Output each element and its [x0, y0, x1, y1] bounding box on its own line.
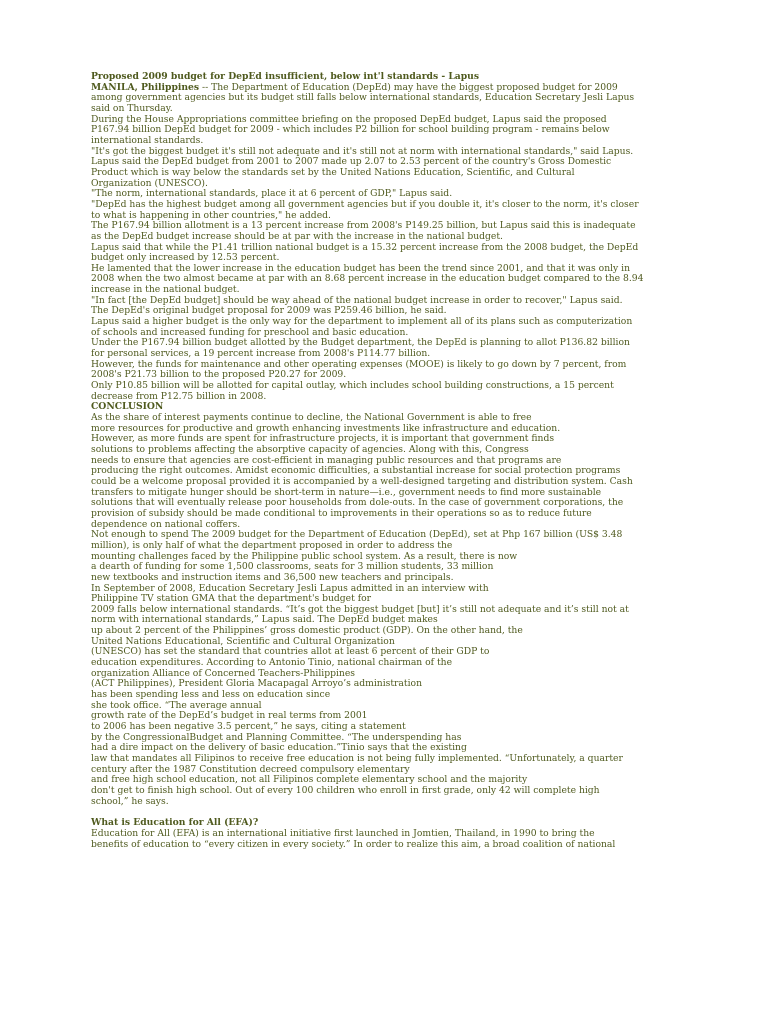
dateline: MANILA, Philippines — [91, 81, 200, 93]
line-text: However, the funds for maintenance and other operating expenses (MOOE) is likely to go down by 7 percent, from — [91, 358, 627, 370]
line-text: transfers to mitigate hunger should be short-term in nature—i.e., government needs to find more sustainable — [91, 486, 602, 498]
line-text: million), is only half of what the department proposed in order to address the — [91, 539, 453, 551]
line-text: school,” he says. — [91, 795, 169, 807]
line-text: don't get to finish high school. Out of every 100 children who enroll in first grade, only 42 will complete high — [91, 784, 600, 796]
line-text: Not enough to spend The 2009 budget for the Department of Education (DepEd), set at Php 167 billion (US$ 3.48 — [91, 529, 623, 541]
line-text: "In fact [the DepEd budget] should be way ahead of the national budget increase in order to recover," Lapus said. — [91, 294, 623, 306]
line-text: new textbooks and instruction items and 36,500 new teachers and principals. — [91, 571, 454, 583]
text-line — [91, 840, 671, 851]
line-text: as the DepEd budget increase should be at par with the increase in the national budget. — [91, 230, 503, 242]
line-text: Organization (UNESCO). — [91, 177, 208, 189]
line-text: 2008 when the two almost became at par with an 8.68 percent increase in the education budget compared to the 8.94 — [91, 273, 644, 285]
line-text: Lapus said the DepEd budget from 2001 to 2007 made up 2.07 to 2.53 percent of the country's Gross Domestic — [91, 156, 612, 168]
line-text: Product which is way below the standards set by the United Nations Education, Scientific, and Cultural — [91, 166, 575, 178]
line-text: However, as more funds are spent for infrastructure projects, it is important that government finds — [91, 433, 555, 445]
text-line — [91, 93, 671, 104]
line-text: century after the 1987 Constitution decreed compulsory elementary — [91, 763, 410, 775]
line-text: to 2006 has been negative 3.5 percent,” he says, citing a statement — [91, 721, 406, 733]
line-text: Lapus said that while the P1.41 trillion national budget is a 15.32 percent increase from the 2008 budget, the DepEd — [91, 241, 639, 253]
line-text: by the CongressionalBudget and Planning Committee. “The underspending has — [91, 731, 462, 743]
text-line — [91, 786, 671, 797]
line-text: to what is happening in other countries," he added. — [91, 209, 331, 221]
line-text: CONCLUSION — [91, 401, 164, 413]
line-text: "DepEd has the highest budget among all government agencies but if you double it, it's closer to the norm, it's closer — [91, 198, 639, 210]
line-text: Philippine TV station GMA that the department's budget for — [91, 593, 372, 605]
line-text: has been spending less and less on education since — [91, 689, 331, 701]
line-text: and free high school education, not all Filipinos complete elementary school and the majority — [91, 774, 528, 786]
line-text: decrease from P12.75 billion in 2008. — [91, 390, 267, 402]
line-text: among government agencies but its budget still falls below international standards, Education Secretary Jesli Lapus — [91, 92, 635, 104]
line-text: budget only increased by 12.53 percent. — [91, 252, 280, 264]
line-text: had a dire impact on the delivery of basic education.”Tinio says that the existing — [91, 742, 467, 754]
line-text: organization Alliance of Concerned Teachers-Philippines — [91, 667, 355, 679]
line-text: solutions to problems affecting the absorptive capacity of agencies. Along with this, Congress — [91, 443, 529, 455]
line-text: benefits of education to “every citizen in every society.” In order to realize this aim, a broad coalition of national — [91, 838, 616, 850]
line-text: The P167.94 billion allotment is a 13 percent increase from 2008's P149.25 billion, but Lapus said this is inadequate — [91, 220, 636, 232]
line-text: of schools and increased funding for preschool and basic education. — [91, 326, 409, 338]
line-text: He lamented that the lower increase in the education budget has been the trend since 2001, and that it was only in — [91, 262, 631, 274]
line-text: In September of 2008, Education Secretary Jesli Lapus admitted in an interview with — [91, 582, 489, 594]
line-text: (UNESCO) has set the standard that countries allot at least 6 percent of their GDP to — [91, 646, 490, 658]
document-page — [91, 72, 671, 850]
line-text: Only P10.85 billion will be allotted for capital outlay, which includes school building constructions, a 15 percent — [91, 380, 614, 392]
line-text: dependence on national coffers. — [91, 518, 241, 530]
line-text: -- The Department of Education (DepEd) may have the biggest proposed budget for 2009 — [199, 81, 618, 93]
line-text: said on Thursday. — [91, 102, 173, 114]
line-text: needs to ensure that agencies are cost-efficient in managing public resources and that programs are — [91, 454, 562, 466]
line-text: up about 2 percent of the Philippines’ gross domestic product (GDP). On the other hand, the — [91, 625, 523, 637]
line-text: "The norm, international standards, place it at 6 percent of GDP," Lapus said. — [91, 188, 453, 200]
line-text: international standards. — [91, 134, 204, 146]
line-text: producing the right outcomes. Amidst economic difficulties, a substantial increase for social protection programs — [91, 465, 621, 477]
line-text: (ACT Philippines), President Gloria Macapagal Arroyo’s administration — [91, 678, 422, 690]
line-text: The DepEd's original budget proposal for 2009 was P259.46 billion, he said. — [91, 305, 447, 317]
line-text: "It's got the biggest budget it's still not adequate and it's still not at norm with international standards," said Lapus. — [91, 145, 634, 157]
line-text: Lapus said a higher budget is the only way for the department to implement all of its plans such as computerization — [91, 316, 633, 328]
line-text: P167.94 billion DepEd budget for 2009 - which includes P2 billion for school building program - remains below — [91, 124, 610, 136]
line-text: provision of subsidy should be made conditional to improvements in their operations so as to reduce future — [91, 507, 592, 519]
line-text: growth rate of the DepEd’s budget in real terms from 2001 — [91, 710, 368, 722]
text-line — [91, 797, 671, 808]
line-text: increase in the national budget. — [91, 284, 240, 296]
line-text: Under the P167.94 billion budget allotted by the Budget department, the DepEd is planning to allot P136.82 billion — [91, 337, 630, 349]
line-text: 2009 falls below international standards. “It’s got the biggest budget [but] it’s still not adequate and it’s still not at — [91, 603, 629, 615]
line-text: Proposed 2009 budget for DepEd insufficient, below int'l standards - Lapus — [91, 71, 480, 82]
line-text: law that mandates all Filipinos to receive free education is not being fully implemented. “Unfortunately, a quarter — [91, 753, 623, 764]
line-text: solutions that will eventually release poor households from dole-outs. In the case of government corporations, the — [91, 497, 624, 509]
line-text: What is Education for All (EFA)? — [91, 817, 259, 829]
line-text: Education for All (EFA) is an international initiative first launched in Jomtien, Thailand, in 1990 to bring the — [91, 827, 595, 839]
line-text: education expenditures. According to Antonio Tinio, national chairman of the — [91, 657, 453, 669]
line-text: she took office. “The average annual — [91, 699, 262, 711]
line-text: During the House Appropriations committee briefing on the proposed DepEd budget, Lapus said the proposed — [91, 113, 607, 125]
line-text: norm with international standards,” Lapus said. The DepEd budget makes — [91, 614, 438, 626]
line-text: could be a welcome proposal provided it is accompanied by a well-designed targeting and distribution system. Cash — [91, 475, 633, 487]
line-text: United Nations Educational, Scientific and Cultural Organization — [91, 635, 395, 647]
line-text: As the share of interest payments continue to decline, the National Government is able to free — [91, 412, 532, 423]
text-line — [91, 392, 671, 403]
line-text: for personal services, a 19 percent increase from 2008's P114.77 billion. — [91, 348, 431, 360]
line-text: more resources for productive and growth enhancing investments like infrastructure and education. — [91, 422, 561, 434]
line-text: 2008's P21.73 billion to the proposed P20.27 for 2009. — [91, 369, 347, 381]
line-text: a dearth of funding for some 1,500 classrooms, seats for 3 million students, 33 million — [91, 561, 494, 573]
line-text: mounting challenges faced by the Philippine public school system. As a result, there is now — [91, 550, 518, 562]
